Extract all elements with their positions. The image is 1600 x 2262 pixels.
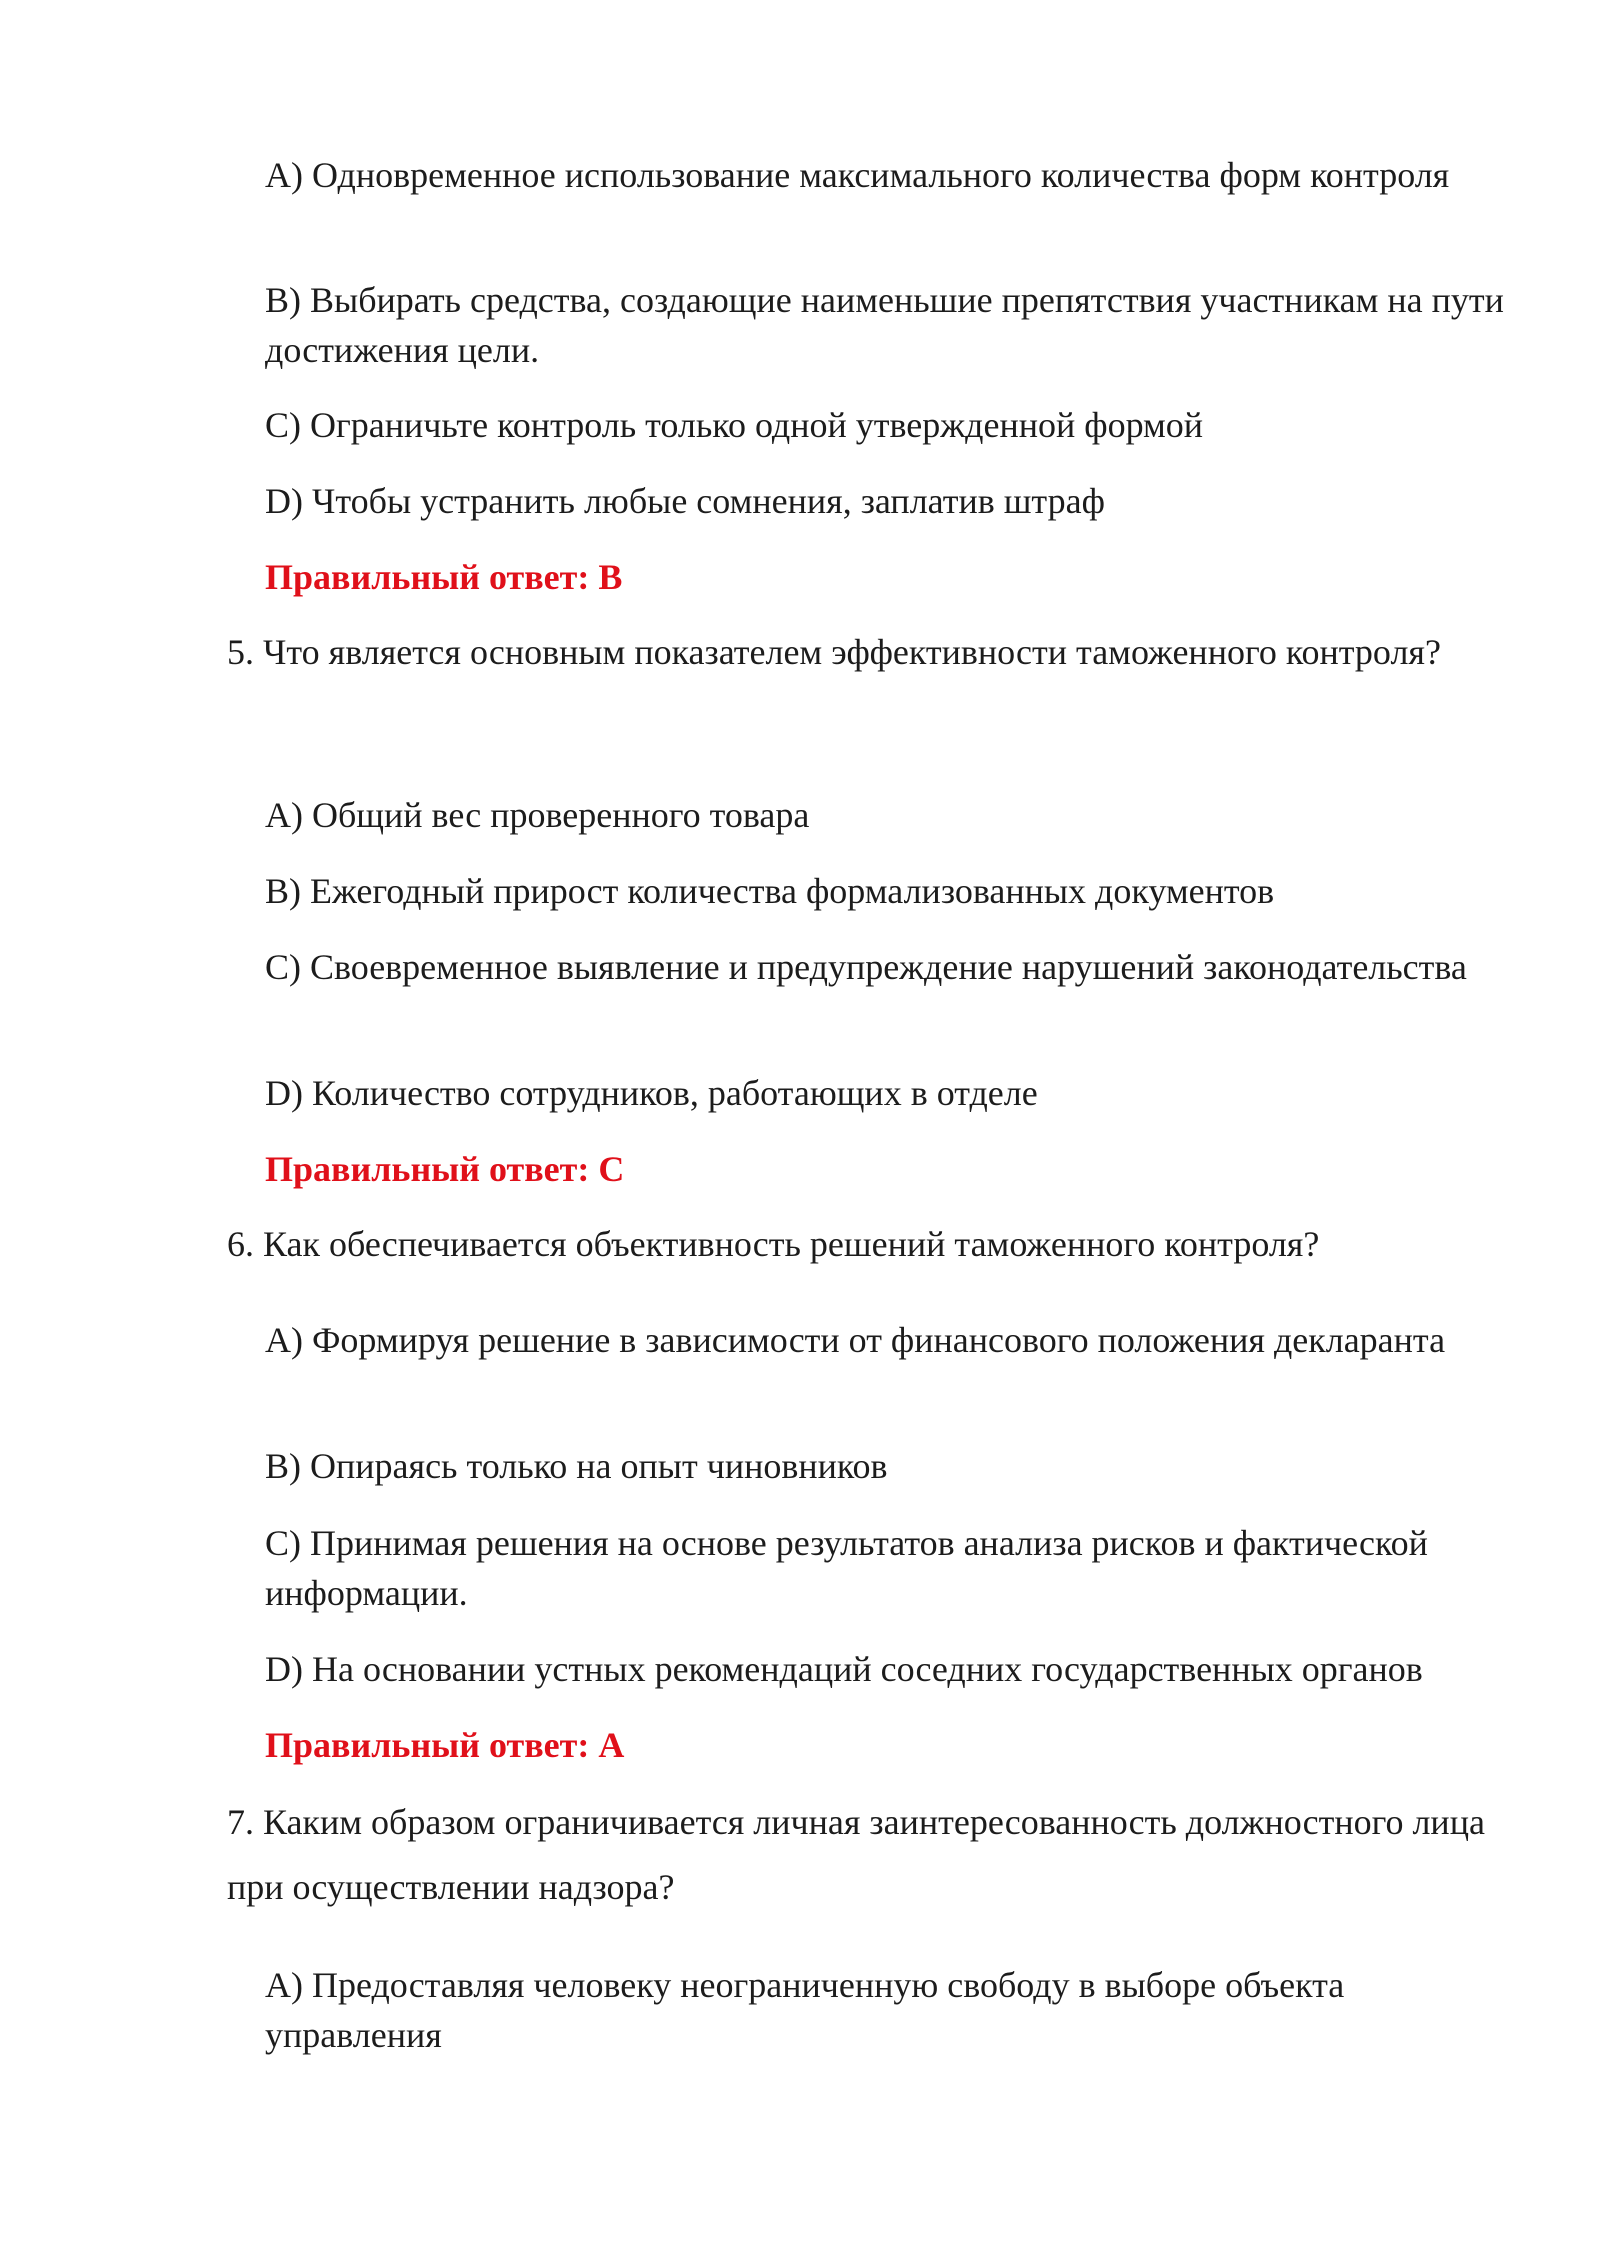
- option-intro-b: B) Выбирать средства, создающие наименьшие препятствия участникам на пути достижения цели.: [265, 280, 1504, 370]
- option-5-a: A) Общий вес проверенного товара: [265, 795, 810, 835]
- option-intro-d: D) Чтобы устранить любые сомнения, заплатив штраф: [265, 481, 1105, 521]
- correct-answer-6: Правильный ответ: A: [265, 1725, 625, 1765]
- question-6: 6. Как обеспечивается объективность решений таможенного контроля?: [227, 1224, 1320, 1264]
- option-5-d: D) Количество сотрудников, работающих в отделе: [265, 1073, 1038, 1113]
- option-5-c: C) Своевременное выявление и предупреждение нарушений законодательства: [265, 947, 1467, 987]
- question-7: 7. Каким образом ограничивается личная заинтересованность должностного лица при осуществлении надзора?: [227, 1802, 1485, 1907]
- option-6-c: C) Принимая решения на основе результатов анализа рисков и фактической информации.: [265, 1523, 1428, 1613]
- option-intro-a: A) Одновременное использование максимального количества форм контроля: [265, 155, 1450, 195]
- option-7-a: A) Предоставляя человеку неограниченную свободу в выборе объекта управления: [265, 1965, 1345, 2055]
- correct-answer-5: Правильный ответ: C: [265, 1149, 625, 1189]
- option-6-b: B) Опираясь только на опыт чиновников: [265, 1446, 888, 1486]
- option-6-d: D) На основании устных рекомендаций соседних государственных органов: [265, 1649, 1423, 1689]
- question-5: 5. Что является основным показателем эффективности таможенного контроля?: [227, 632, 1441, 672]
- option-intro-c: C) Ограничьте контроль только одной утвержденной формой: [265, 405, 1204, 445]
- option-6-a: A) Формируя решение в зависимости от финансового положения декларанта: [265, 1320, 1446, 1360]
- correct-answer-intro: Правильный ответ: B: [265, 557, 623, 597]
- option-5-b: B) Ежегодный прирост количества формализованных документов: [265, 871, 1275, 911]
